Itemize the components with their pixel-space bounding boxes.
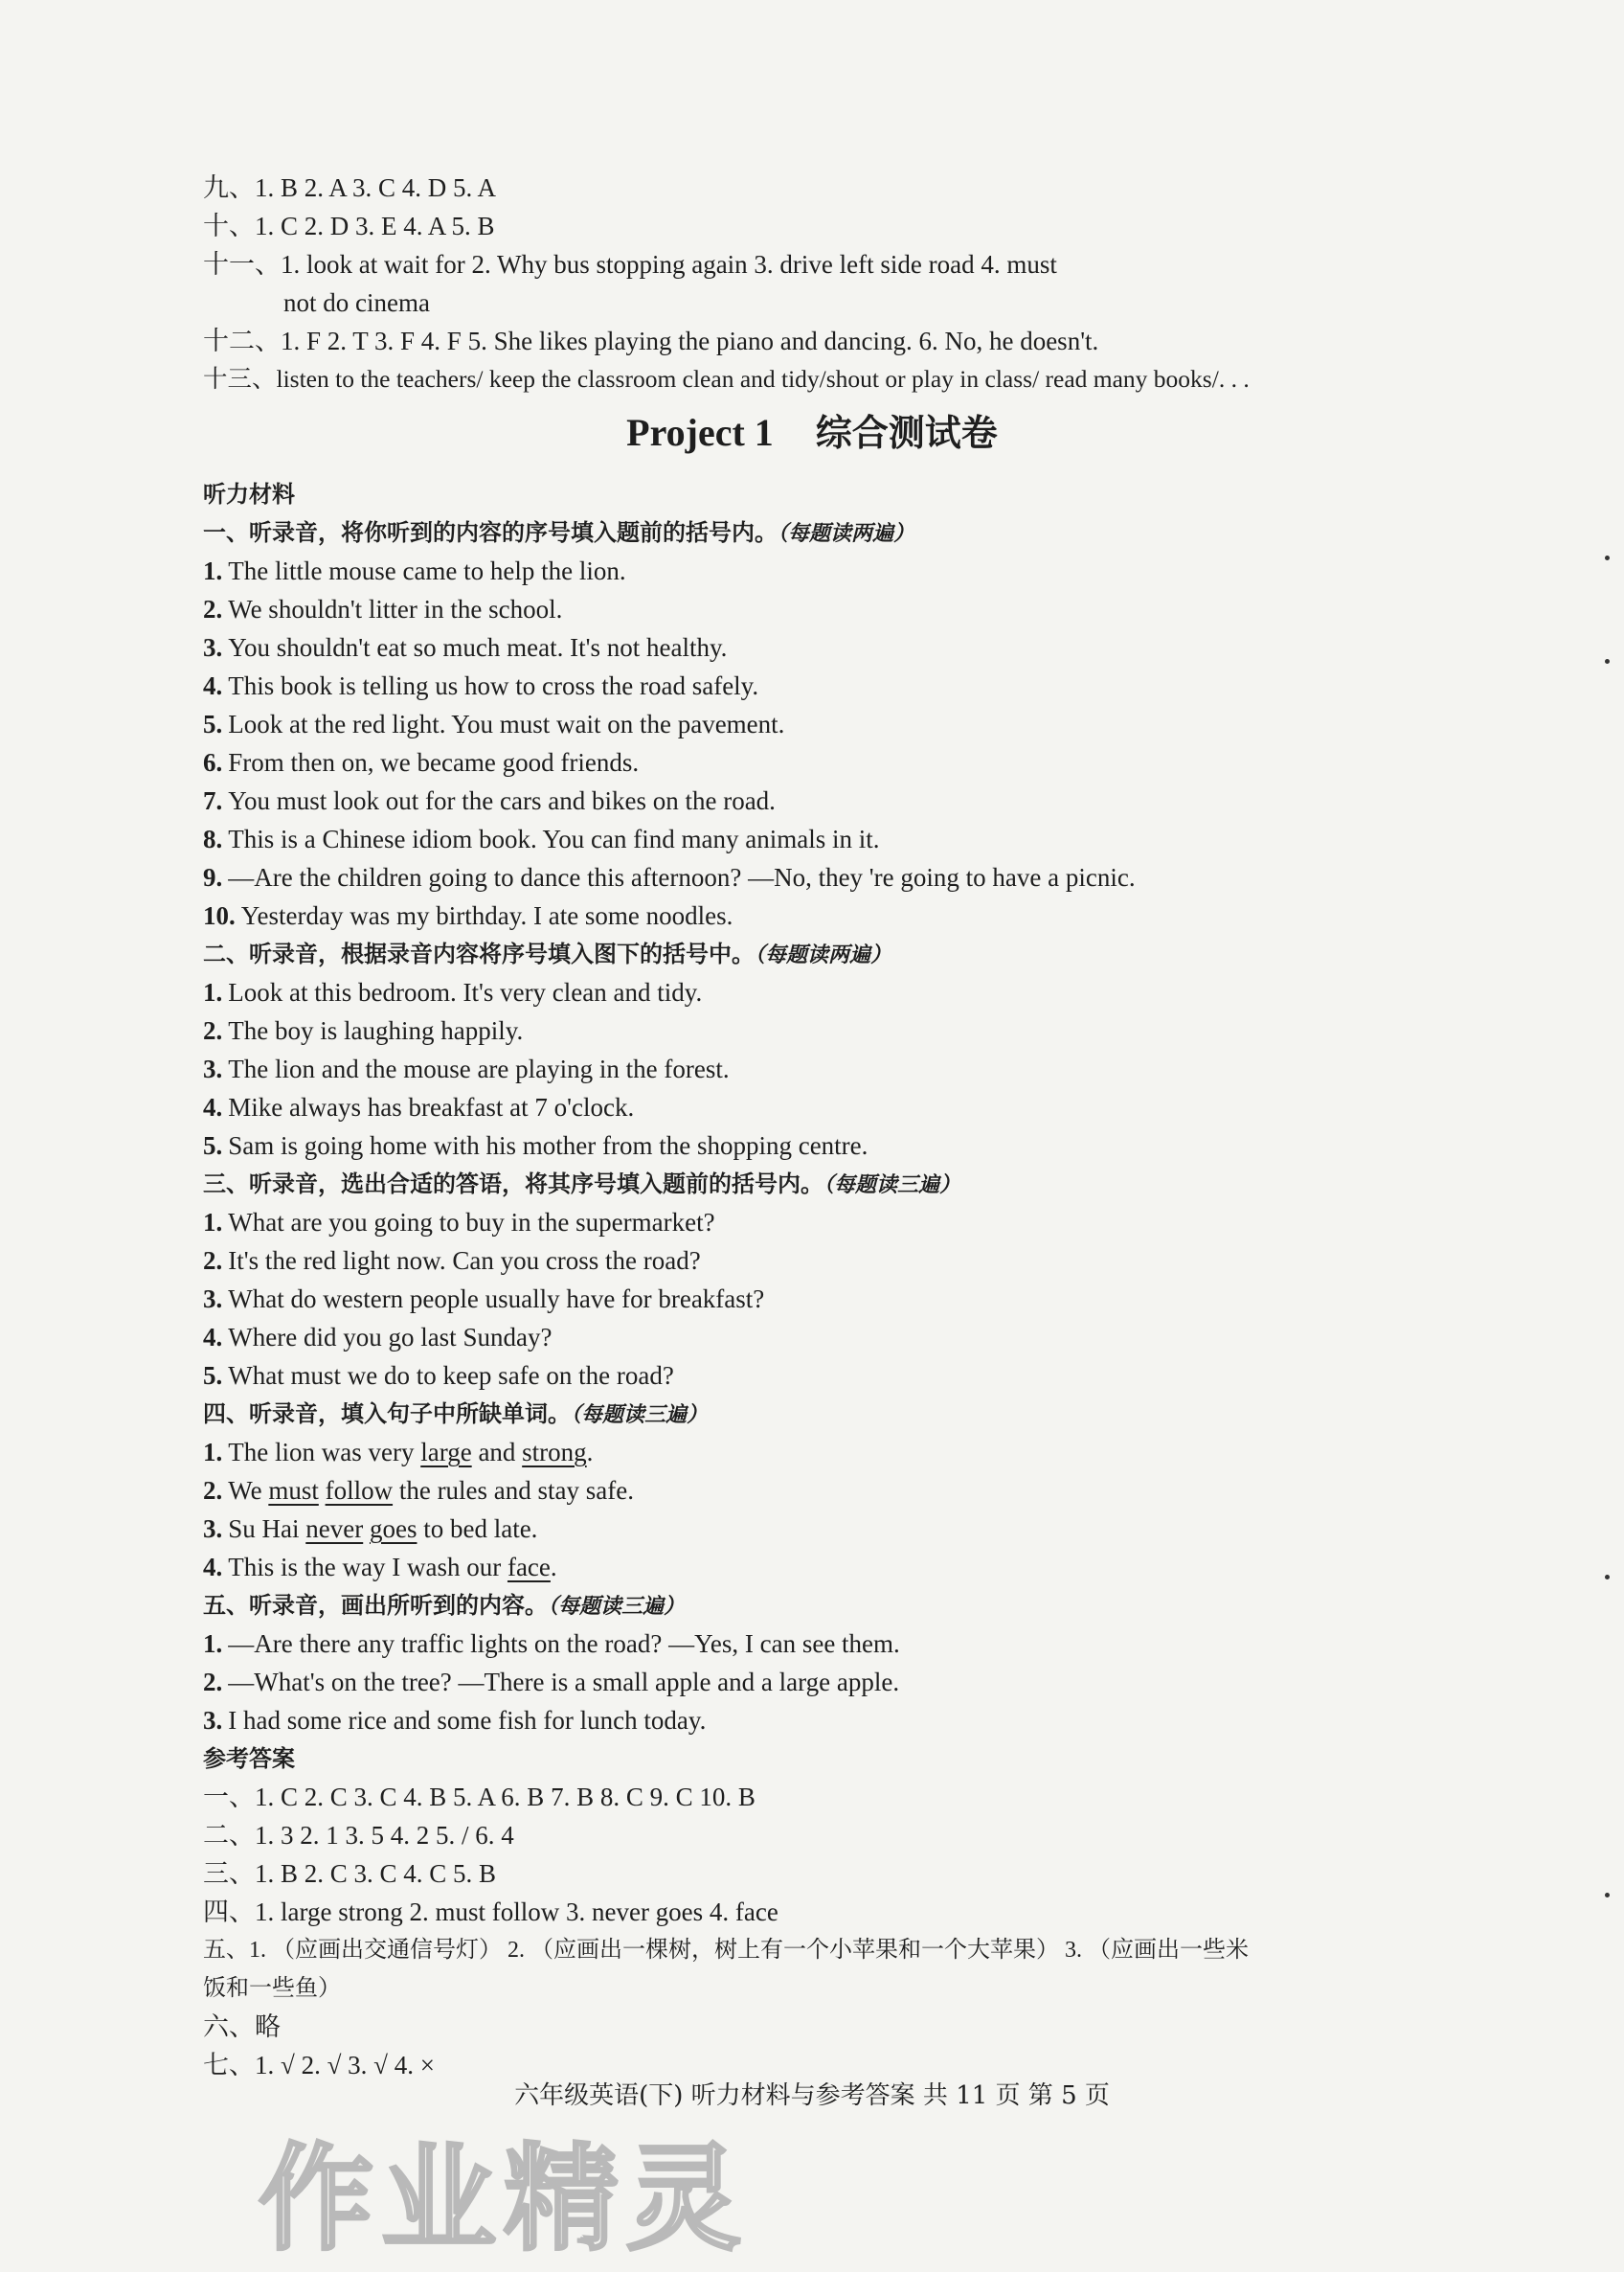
list-item: 1. Look at this bedroom. It's very clean and tidy. <box>203 978 703 1007</box>
list-item: 5. Sam is going home with his mother from the shopping centre. <box>203 1131 868 1160</box>
section-5-title: 五、听录音，画出所听到的内容。 <box>203 1592 548 1619</box>
answer-line: 五、1. （应画出交通信号灯） 2. （应画出一棵树，树上有一个小苹果和一个大苹果） 3. （应画出一些米 <box>203 1938 1249 1963</box>
section-2-heading <box>203 935 1471 975</box>
list-item: 3. The lion and the mouse are playing in the forest. <box>203 1055 730 1083</box>
list-item: 5. Look at the red light. You must wait on the pavement. <box>203 710 785 738</box>
section-5-note: （每题读三遍） <box>548 1595 686 1619</box>
page-footer: 六年级英语(下) 听力材料与参考答案 共 11 页 第 5 页 <box>514 2081 1110 2110</box>
answer-line-11-cont: not do cinema <box>283 288 430 317</box>
answer-line-11: 十一、1. look at wait for 2. Why bus stopping again 3. drive left side road 4. must <box>203 250 1057 279</box>
list-item: 2. It's the red light now. Can you cross the road? <box>203 1246 701 1275</box>
answer-line: 三、1. B 2. C 3. C 4. C 5. B <box>203 1859 497 1888</box>
section-5-heading <box>203 1586 1471 1626</box>
list-item: 7. You must look out for the cars and bikes on the road. <box>203 786 776 815</box>
answer-line-13: 十三、listen to the teachers/ keep the classroom clean and tidy/shout or play in class/ read many books/. . . <box>203 365 1250 393</box>
answers-label: 参考答案 <box>203 1745 295 1772</box>
scan-dot <box>1605 659 1610 664</box>
list-item: 1. —Are there any traffic lights on the road? —Yes, I can see them. <box>203 1629 900 1658</box>
section-1-note: （每题读两遍） <box>778 522 915 546</box>
list-item: 2. We shouldn't litter in the school. <box>203 595 563 624</box>
section-4-title: 四、听录音，填入句子中所缺单词。 <box>203 1400 571 1427</box>
section-2-note: （每题读两遍） <box>755 943 892 967</box>
list-item: 8. This is a Chinese idiom book. You can find many animals in it. <box>203 825 880 853</box>
list-item: 6. From then on, we became good friends. <box>203 748 640 777</box>
title-cn: 综合测试卷 <box>815 412 998 454</box>
listening-label: 听力材料 <box>203 481 295 508</box>
section-4-note: （每题读三遍） <box>571 1403 709 1427</box>
title-en: Project 1 <box>626 411 774 454</box>
section-3-note: （每题读三遍） <box>823 1173 961 1197</box>
list-item: 4. Mike always has breakfast at 7 o'clock. <box>203 1093 635 1122</box>
list-item: 2. The boy is laughing happily. <box>203 1016 524 1045</box>
scan-dot <box>1605 1575 1610 1579</box>
scan-dot <box>1605 556 1610 560</box>
list-item: 9. —Are the children going to dance this afternoon? —No, they 're going to have a picnic. <box>203 863 1136 892</box>
list-item: 4. Where did you go last Sunday? <box>203 1323 553 1352</box>
list-item: 3. I had some rice and some fish for lunch today. <box>203 1706 707 1735</box>
section-3-title: 三、听录音，选出合适的答语，将其序号填入题前的括号内。 <box>203 1170 823 1197</box>
answer-line: 二、1. 3 2. 1 3. 5 4. 2 5. / 6. 4 <box>203 1821 514 1850</box>
list-item: 3. Su Hai never goes to bed late. <box>203 1514 538 1543</box>
list-item: 1. The little mouse came to help the lion. <box>203 557 626 585</box>
answer-line: 饭和一些鱼） <box>203 1976 341 2001</box>
watermark-logo: 作业精灵 <box>259 2133 749 2266</box>
answer-line-9: 九、1. B 2. A 3. C 4. D 5. A <box>203 173 497 202</box>
answer-line: 一、1. C 2. C 3. C 4. B 5. A 6. B 7. B 8. C 9. C 10. B <box>203 1783 756 1811</box>
section-1-title: 一、听录音，将你听到的内容的序号填入题前的括号内。 <box>203 519 778 546</box>
list-item: 3. What do western people usually have for breakfast? <box>203 1284 765 1313</box>
answer-line-12: 十二、1. F 2. T 3. F 4. F 5. She likes playing the piano and dancing. 6. No, he doesn't. <box>203 327 1099 355</box>
section-4-heading <box>203 1395 1471 1435</box>
answer-line: 六、略 <box>203 2012 281 2041</box>
list-item: 3. You shouldn't eat so much meat. It's not healthy. <box>203 633 728 662</box>
answer-line: 四、1. large strong 2. must follow 3. never goes 4. face <box>203 1897 778 1926</box>
section-1-heading <box>203 513 1471 554</box>
answer-line-10: 十、1. C 2. D 3. E 4. A 5. B <box>203 212 495 240</box>
scan-dot <box>1605 1893 1610 1897</box>
list-item: 4. This book is telling us how to cross the road safely. <box>203 671 759 700</box>
list-item: 1. The lion was very large and strong. <box>203 1438 594 1466</box>
page-title <box>0 406 1624 460</box>
list-item: 10. Yesterday was my birthday. I ate some noodles. <box>203 901 733 930</box>
section-3-heading <box>203 1165 1471 1205</box>
answer-line: 七、1. √ 2. √ 3. √ 4. × <box>203 2051 435 2079</box>
list-item: 2. We must follow the rules and stay safe. <box>203 1476 634 1505</box>
list-item: 1. What are you going to buy in the supermarket? <box>203 1208 715 1237</box>
list-item: 5. What must we do to keep safe on the road? <box>203 1361 674 1390</box>
section-2-title: 二、听录音，根据录音内容将序号填入图下的括号中。 <box>203 941 755 967</box>
list-item: 2. —What's on the tree? —There is a small apple and a large apple. <box>203 1668 900 1696</box>
list-item: 4. This is the way I wash our face. <box>203 1553 557 1581</box>
